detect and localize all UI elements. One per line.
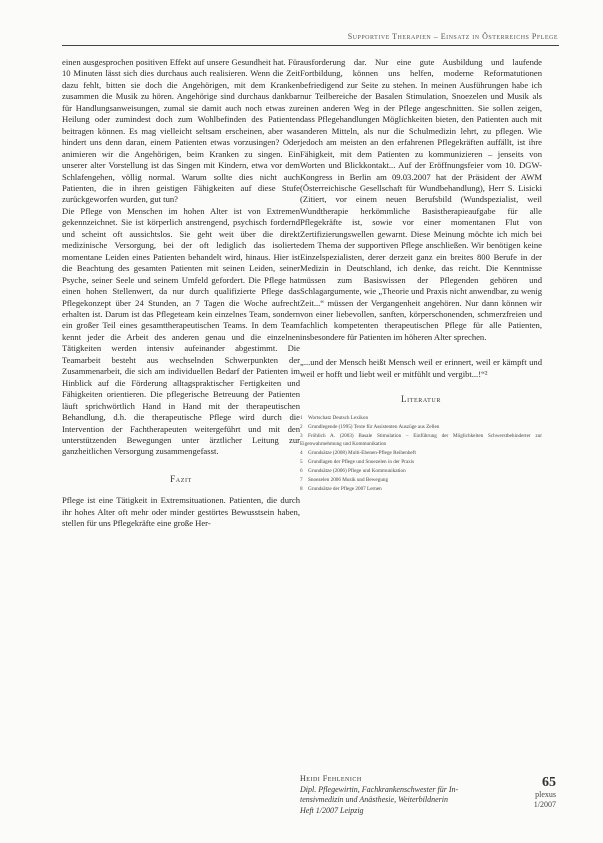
left-column	[62, 57, 300, 530]
right-column	[300, 57, 542, 494]
literature-title: Literatur	[401, 394, 441, 405]
literature-item: 1 Wortschatz Deutsch Lexikon	[300, 414, 369, 421]
closing-quote: „...und der Mensch heißt Mensch weil er erinnert, weil er kämpft und weil er hofft und liebt weil er mitfühlt und vergibt...!“²	[300, 357, 542, 379]
journal-name: plexus	[535, 790, 556, 799]
literature-list	[300, 414, 542, 493]
running-header: Supportive Therapien – Einsatz in Österreichs Pflege	[347, 32, 558, 41]
literature-item: 7 Snoezelen 2006 Musik und Bewegung	[300, 476, 389, 483]
literature-item: 4 Grundsätze (2008) Multi-Ebenen-Pflege Reihenheft	[300, 449, 416, 456]
literature-item: 8 Grundsätze der Pflege 2007 Lernen	[300, 485, 382, 492]
author-role: Heft 1/2007 Leipzig	[300, 805, 364, 815]
literature-item: 6 Grundsätze (2006) Pflege und Kommunikation	[300, 467, 406, 474]
author-name: Heidi Fehlenich	[300, 774, 362, 783]
literature-item: 3 Fröhlich A. (2003) Basale Stimulation – Einführung der Möglichkeiten Schwerstbehinderter zur Eigenwahrnehmung und Kommunikation	[300, 432, 542, 447]
fazit-paragraph: Pflege ist eine Tätigkeit in Extremsituationen. Patienten, die durch ihr hohes Alter oft mehr oder minder gestörtes Bewusstsein haben, stellen für uns Pflegekräfte eine große Her-	[62, 495, 300, 529]
author-block	[300, 774, 490, 816]
page-number: 65	[542, 775, 556, 790]
header-rule	[62, 45, 559, 46]
body-paragraph: ausforderung dar. Nur eine gute Ausbildung und laufende Fortbildung, können uns helfen, moderne Reformatutionen befriedigend zur Seite zu stehen. In meinen Ausführungen habe ich nur Teilbereiche der Basalen Stimulation, Snoezelen und Musik als einen anderen Weg in der Pflege angeschnitten. Sie sollen zeigen, dass Pflegehandlungen Möglichkeiten bieten, den Patienten auch mit anderen Mitteln, als nur die Schulmedizin lehrt, zu pflegen. Wie jedoch am meisten an den erfahrenen Pflegekräften auffällt, ist ihre Fähigkeit, mit dem Patienten zu kommunizieren – jenseits von Worten und Blickkontakt... Auf der Eröffnungsfeier vom 10. DGW-Kongress in Berlin am 09.03.2007 hat der Präsident der AWM (Österreichische Gesellschaft für Wundbehandlung), Herr S. Lisicki (Zitiert, vor einem neuen Berufsbild (Wundspezialist, weil Wundtherapie herkömmliche Basistherapieaufgabe für alle Pflegekräfte ist, sowie vor einer momentanen Flut von Zertifizierungswellen gewarnt. Diese Meinung möchte ich mich bei dem Thema der supportiven Pflege anschließen. Wir benötigen keine Einzelspezialisten, derer derzeit ganz ein breites 800 Berufe in der Medizin in Deutschland, ich denke, das reicht. Die Kenntnisse müssen zum Basiswissen der Pflegenden gehören und Schlagargumente, wie „Theorie und Praxis nicht anwendbar, zu wenig Zeit...“ müssen der Vergangenheit angehören. Nur dann können wir von einer liebevollen, sanften, körperschonenden, schmerzfreien und fachlich kompetenten therapeutischen Pflege für alle Patienten, insbesondere für Patienten im höheren Alter sprechen.	[300, 57, 542, 342]
body-paragraph: einen ausgesprochen positiven Effekt auf unsere Gesundheit hat. Für 10 Minuten lässt sich dies durchaus auch realisieren. Wenn die Zeit dazu fehlt, bitten sie doch die Angehörigen, mit dem Kranken zusammen die Musik zu hören. Angehörige sind durchaus dankbar für Handlungsanweisungen, zumal sie damit auch noch etwas zur Heilung oder zumindest doch zum Wohlbefinden des Patienten beitragen können. Es mag vielleicht seltsam erscheinen, aber was hindert uns denn daran, einem Patienten etwas vorzusingen? Oder animieren wir die Angehörigen, beim Kranken zu singen. Ein unserer alter Vorstellung ist das Singen mit Kindern, etwa vor dem Schlafengehen, völlig normal. Warum sollte dies nicht auch Patienten, die in ihren geistigen Fähigkeiten auf diese Stufe zurückgeworfen wurden, gut tun?	[62, 57, 300, 205]
author-role: Dipl. Pflegewirtin, Fachkrankenschwester für In-	[300, 784, 459, 794]
literature-item: 2 Grundlegende (1995) Texte für Assistenten Auszüge aus Zellen	[300, 423, 440, 430]
journal-issue: 1/2007	[533, 800, 556, 809]
section-title-fazit: Fazit	[170, 473, 192, 484]
body-paragraph: Die Pflege von Menschen im hohen Alter ist von Extremen gekennzeichnet. Sie ist körperlich anstrengend, psychisch fordernd und scheint oft aussichtslos. Sie geht weit über die direkt medizinische Versorgung, bei der oft lediglich das isolierte momentane Leiden eines Patienten behandelt wird, hinaus. Hier ist die Beachtung des gesamten Patienten mit seinen Leiden, seiner Psyche, seiner Seele und seinem Umfeld gefordert. Die Pflege hat einen hohen Stellenwert, da nur durch qualifizierte Pflege das Pflegekonzept über 24 Stunden, an 7 Tagen die Woche aufrecht erhalten ist. Darum ist das Pflegeteam kein einzelnes Team, sondern ein großer Teil eines gesamttherapeutischen Teams. In dem Team kennt jeder die Arbeit des anderen genau und die einzelnen Tätigkeiten werden intensiv aufeinander abgestimmt. Die Teamarbeit besteht aus wechselnden Schwerpunkten der Zusammenarbeit, die sich am individuellen Bedarf der Patienten im Hinblick auf die Förderung alltagspraktischer Fertigkeiten und Fähigkeiten orientieren. Die pflegerische Betreuung der Patienten läuft sprichwörtlich Hand in Hand mit der therapeutischen Behandlung, d.h. die therapeutische Pflege wird durch die Intervention der Fachtherapeuten weitergeführt und mit den unterstützenden Bewegungen unter ärztlicher Leitung zur ganzheitlichen Versorgung zusammengefasst.	[62, 205, 300, 457]
literature-item: 5 Grundlagen der Pflege und Snoezelen in der Praxis	[300, 458, 415, 465]
author-role: tensivmedizin und Anästhesie, Weiterbildnerin	[300, 795, 448, 804]
page-footer	[496, 776, 556, 810]
